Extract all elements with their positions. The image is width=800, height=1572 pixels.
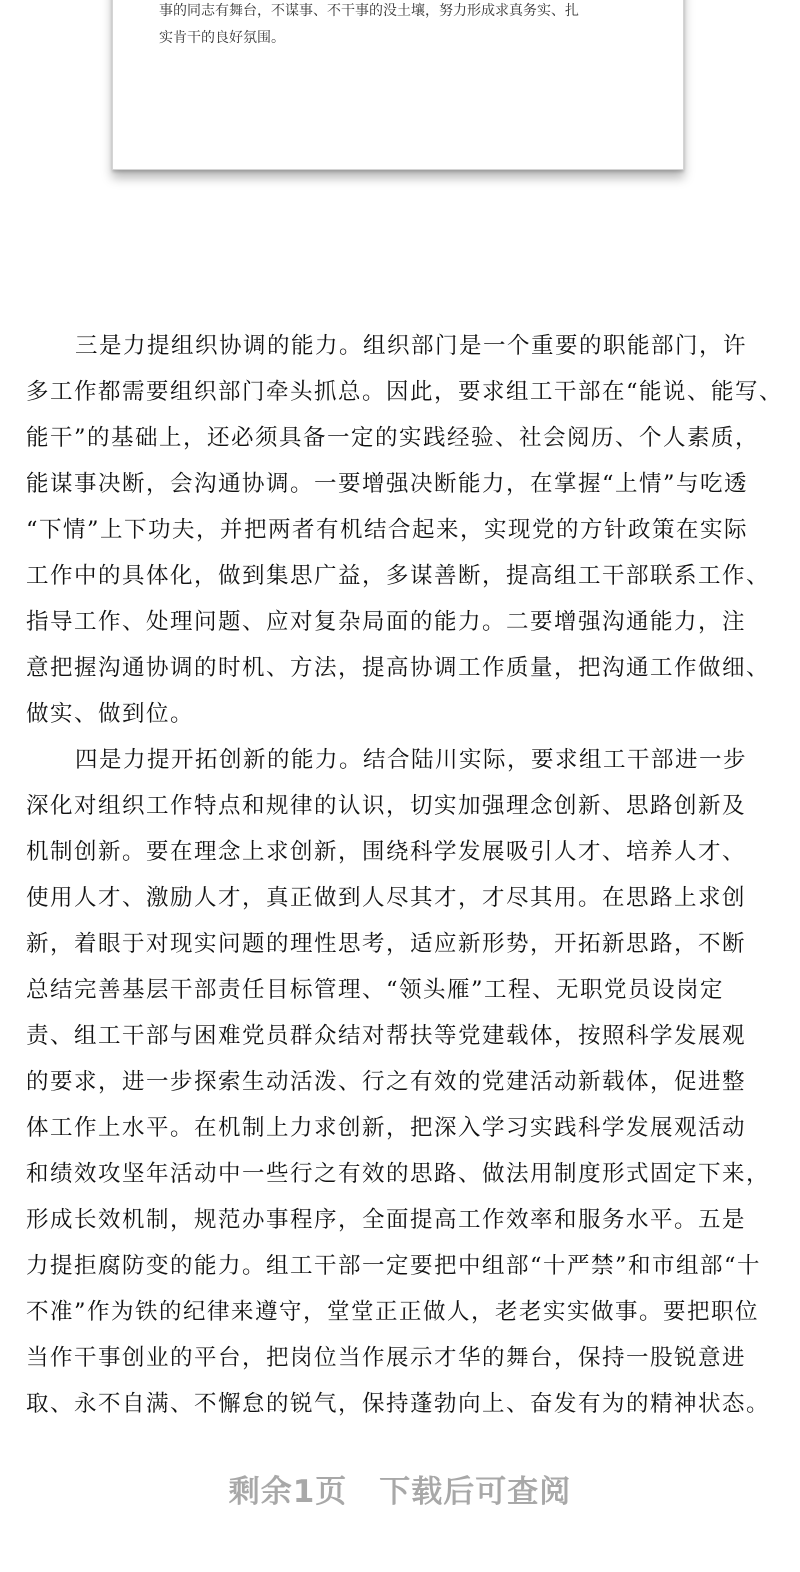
paragraph-line: 和绩效攻坚年活动中一些行之有效的思路、做法用制度形式固定下来， bbox=[26, 1161, 771, 1187]
paragraph-line: 当作干事创业的平台，把岗位当作展示才华的舞台，保持一股锐意进 bbox=[26, 1345, 747, 1371]
paragraph-line: 指导工作、处理问题、应对复杂局面的能力。二要增强沟通能力，注 bbox=[26, 609, 747, 635]
paragraph-line: 四是力提开拓创新的能力。结合陆川实际，要求组工干部进一步 bbox=[75, 747, 748, 773]
paragraph-line: 取、永不自满、不懈怠的锐气，保持蓬勃向上、奋发有为的精神状态。 bbox=[26, 1391, 771, 1417]
document-preview-card bbox=[112, 0, 684, 170]
paragraph-line: 新，着眼于对现实问题的理性思考，适应新形势，开拓新思路，不断 bbox=[26, 931, 747, 957]
paragraph-line: 工作中的具体化，做到集思广益，多谋善断，提高组工干部联系工作、 bbox=[26, 563, 771, 589]
paragraph-line: “下情”上下功夫，并把两者有机结合起来，实现党的方针政策在实际 bbox=[26, 517, 749, 543]
document-body bbox=[26, 323, 784, 1427]
download-hint-label: 下载后可查阅 bbox=[379, 1474, 572, 1510]
paragraph-line: 三是力提组织协调的能力。组织部门是一个重要的职能部门，许 bbox=[75, 333, 748, 359]
paragraph-line: 使用人才、激励人才，真正做到人尽其才，才尽其用。在思路上求创 bbox=[26, 885, 747, 911]
paragraph-line: 力提拒腐防变的能力。组工干部一定要把中组部“十严禁”和市组部“十 bbox=[26, 1253, 762, 1279]
preview-text bbox=[159, 0, 645, 52]
paragraph-line: 做实、做到位。 bbox=[26, 701, 195, 727]
paragraph-line: 能干”的基础上，还必须具备一定的实践经验、社会阅历、个人素质， bbox=[26, 425, 760, 451]
paragraph-line: 总结完善基层干部责任目标管理、“领头雁”工程、无职党员设岗定 bbox=[26, 977, 725, 1003]
paragraph-line: 意把握沟通协调的时机、方法，提高协调工作质量，把沟通工作做细、 bbox=[26, 655, 771, 681]
paragraph-line: 的要求，进一步探索生动活泼、行之有效的党建活动新载体，促进整 bbox=[26, 1069, 747, 1095]
paragraph-line: 体工作上水平。在机制上力求创新，把深入学习实践科学发展观活动 bbox=[26, 1115, 747, 1141]
paragraph-line: 深化对组织工作特点和规律的认识，切实加强理念创新、思路创新及 bbox=[26, 793, 747, 819]
preview-line: 实肯干的良好氛围。 bbox=[159, 30, 285, 46]
paragraph-line: 能谋事决断，会沟通协调。一要增强决断能力，在掌握“上情”与吃透 bbox=[26, 471, 749, 497]
remaining-pages-banner[interactable] bbox=[0, 1466, 800, 1511]
preview-line: 事的同志有舞台，不谋事、不干事的没土壤，努力形成求真务实、扎 bbox=[159, 3, 579, 19]
paragraph-line: 形成长效机制，规范办事程序，全面提高工作效率和服务水平。五是 bbox=[26, 1207, 747, 1233]
paragraph-line: 不准”作为铁的纪律来遵守，堂堂正正做人，老老实实做事。要把职位 bbox=[26, 1299, 760, 1325]
paragraph-line: 责、组工干部与困难党员群众结对帮扶等党建载体，按照科学发展观 bbox=[26, 1023, 747, 1049]
paragraph-innovation bbox=[26, 737, 784, 1427]
remaining-pages-label: 剩余1页 bbox=[228, 1474, 348, 1510]
paragraph-coordination bbox=[26, 323, 784, 737]
paragraph-line: 机制创新。要在理念上求创新，围绕科学发展吸引人才、培养人才、 bbox=[26, 839, 747, 865]
paragraph-line: 多工作都需要组织部门牵头抓总。因此，要求组工干部在“能说、能写、 bbox=[26, 379, 784, 405]
